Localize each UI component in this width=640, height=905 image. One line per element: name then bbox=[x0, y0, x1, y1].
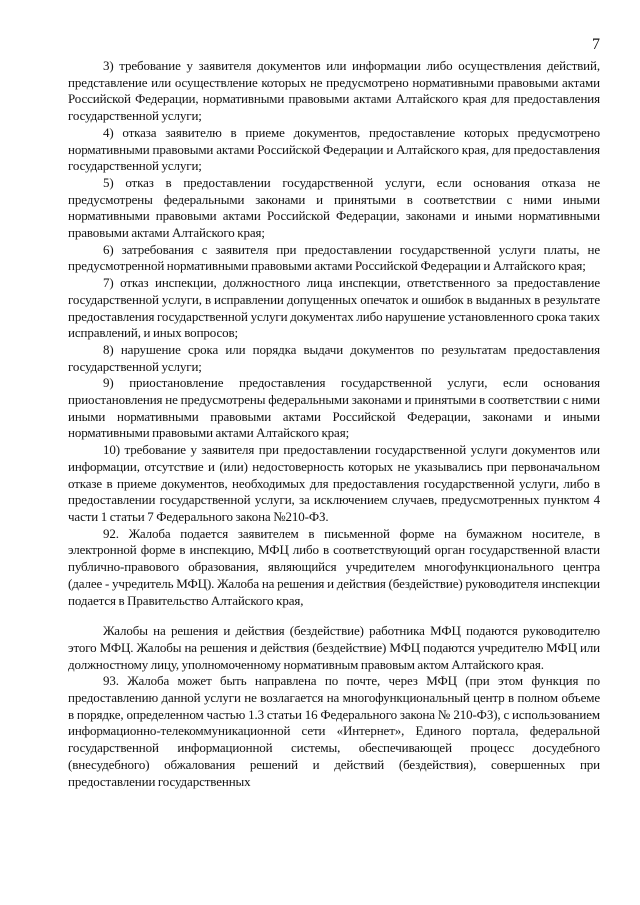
paragraph-item-4: 4) отказа заявителю в приеме документов, предоставление которых предусмотрено нормативными правовыми актами Российской Федерации и Алтайского края, для предоставления государственной услуги; bbox=[68, 124, 600, 174]
paragraph-item-5: 5) отказ в предоставлении государственной услуги, если основания отказа не предусмотрены федеральными законами и принятыми в соответствии с ними иными нормативными правовыми актами Российской Федерации, законами и иными нормативными правовыми актами Алтайского края; bbox=[68, 174, 600, 241]
paragraph-item-9: 9) приостановление предоставления государственной услуги, если основания приостановления не предусмотрены федеральными законами и принятыми в соответствии с ними иными нормативными правовыми актами Российской Федерации, законами и иными нормативными правовыми актами Алтайского края; bbox=[68, 375, 600, 441]
paragraph-92: 92. Жалоба подается заявителем в письменной форме на бумажном носителе, в электронной форме в инспекцию, МФЦ либо в соответствующий орган государственной власти публично-правового образования, являющийся учредителем многофункционального центра (далее - учредитель МФЦ). Жалоба на решения и действия (бездействие) руководителя инспекции подается в Правительство Алтайского края, bbox=[68, 525, 600, 608]
paragraph-item-7: 7) отказ инспекции, должностного лица инспекции, ответственного за предоставление государственной услуги, в исправлении допущенных опечаток и ошибок в выданных в результате предоставления государственной услуги документах либо нарушение установленного срока таких исправлений, и иных вопросов; bbox=[68, 275, 600, 341]
paragraph-item-6: 6) затребования с заявителя при предоставлении государственной услуги платы, не предусмотренной нормативными правовыми актами Российской Федерации и Алтайского края; bbox=[68, 241, 600, 274]
paragraph-mfc-complaints: Жалобы на решения и действия (бездействие) работника МФЦ подаются руководителю этого МФЦ. Жалобы на решения и действия (бездействие) МФЦ подаются учредителю МФЦ или должностному лицу, уполномоченному нормативным правовым актом Алтайского края. bbox=[68, 623, 600, 672]
document-body bbox=[68, 58, 600, 790]
paragraph-93: 93. Жалоба может быть направлена по почте, через МФЦ (при этом функция по предоставлению данной услуги не возлагается на многофункциональный центр в полном объеме в порядке, определенном частью 1.3 статьи 16 Федерального закона № 210-ФЗ), с использованием информационно-телекоммуникационной сети «Интернет», Единого портала, федеральной государственной информационной системы, обеспечивающей процесс досудебного (внесудебного) обжалования решений и действий (бездействия), совершенных при предоставлении государственных bbox=[68, 673, 600, 789]
paragraph-item-10: 10) требование у заявителя при предоставлении государственной услуги документов или информации, отсутствие и (или) недостоверность которых не указывались при первоначальном отказе в приеме документов, необходимых для предоставления государственной услуги, либо в предоставлении государственной услуги, за исключением случаев, предусмотренных пунктом 4 части 1 статьи 7 Федерального закона №210-ФЗ. bbox=[68, 442, 600, 524]
paragraph-item-8: 8) нарушение срока или порядка выдачи документов по результатам предоставления государственной услуги; bbox=[68, 341, 600, 374]
paragraph-item-3: 3) требование у заявителя документов или информации либо осуществления действий, представление или осуществление которых не предусмотрено нормативными правовыми актами Российской Федерации, нормативными правовыми актами Алтайского края для предоставления государственной услуги; bbox=[68, 58, 600, 124]
page-number: 7 bbox=[592, 36, 600, 53]
